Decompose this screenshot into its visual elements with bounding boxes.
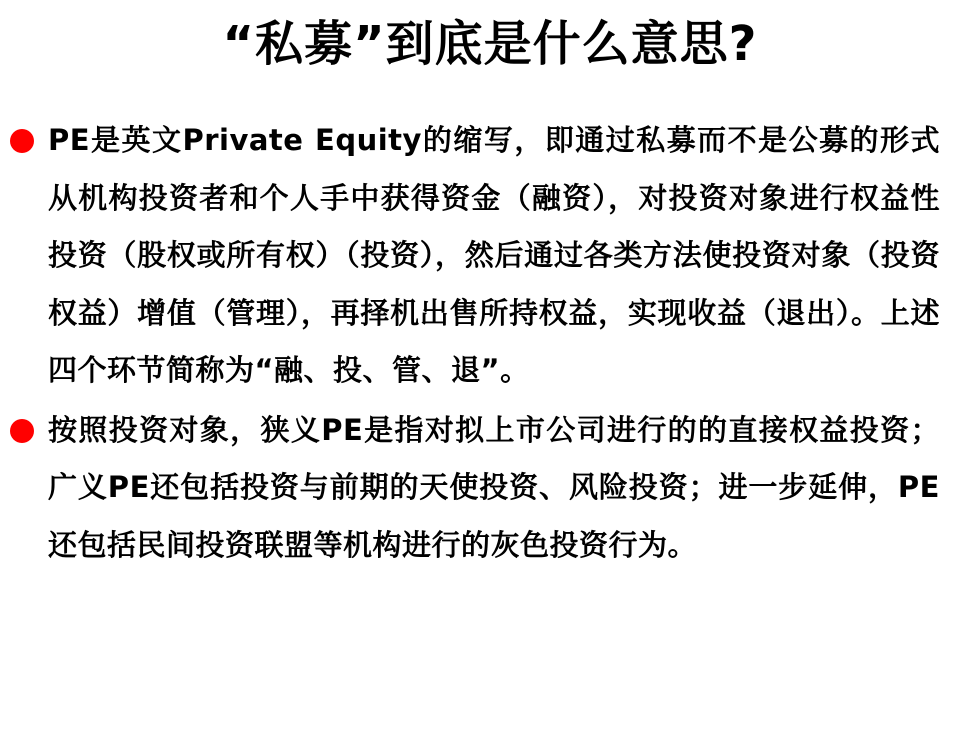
bullet-list xyxy=(10,112,940,574)
bullet-dot-icon xyxy=(10,419,34,443)
bullet-item-2 xyxy=(10,402,940,575)
bullet-text-1: PE是英文Private Equity的缩写，即通过私募而不是公募的形式从机构投资者和个人手中获得资金（融资），对投资对象进行权益性投资（股权或所有权）（投资），然后通过各类方法使投资对象（投资权益）增值（管理），再择机出售所持权益，实现收益（退出）。上述四个环节简称为“融、投、管、退”。 xyxy=(48,123,940,387)
slide-title: “私募”到底是什么意思? xyxy=(222,16,758,72)
bullet-dot-icon xyxy=(10,129,34,153)
bullet-item-1 xyxy=(10,112,940,400)
bullet-text-2: 按照投资对象，狭义PE是指对拟上市公司进行的的直接权益投资；广义PE还包括投资与前期的天使投资、风险投资；进一步延伸，PE还包括民间投资联盟等机构进行的灰色投资行为。 xyxy=(48,412,940,562)
